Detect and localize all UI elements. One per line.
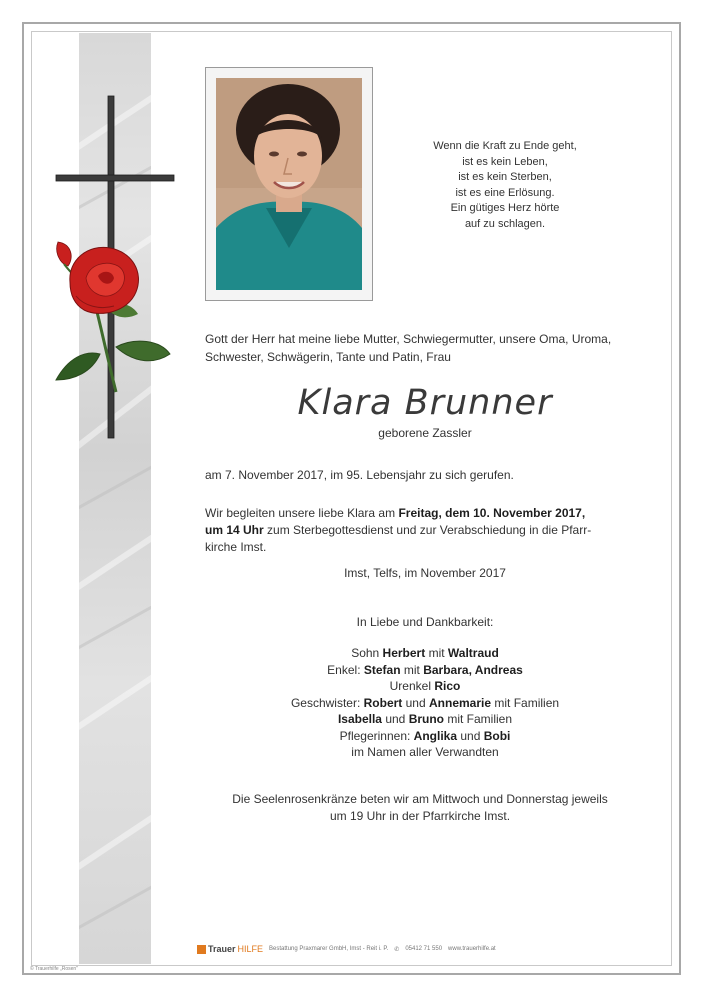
poem-line: auf zu schlagen. <box>464 217 546 230</box>
rose-bloom <box>70 247 139 313</box>
portrait-frame <box>205 67 373 301</box>
deceased-name: Klara Brunner <box>297 383 553 423</box>
death-notice: am 7. November 2017, im 95. Lebensjahr zu sich gerufen. <box>205 468 514 482</box>
poem <box>380 139 630 232</box>
family-line: Geschwister: Robert und Annemarie mit Familien <box>290 695 560 710</box>
thanks-heading: In Liebe und Dankbarkeit: <box>356 615 494 629</box>
funeral-date: Freitag, dem 10. November 2017, <box>398 506 586 520</box>
funeral-text: Wir begleiten unsere liebe Klara am <box>205 506 399 520</box>
funeral-time: um 14 Uhr <box>205 523 264 537</box>
family-line: im Namen aller Verwandten <box>351 745 499 759</box>
place-date: Imst, Telfs, im November 2017 <box>344 566 506 580</box>
funeral-info <box>205 505 645 556</box>
rose-bud <box>57 242 71 266</box>
footer-website[interactable]: www.trauerhilfe.at <box>448 946 496 952</box>
poem-line: ist es eine Erlösung. <box>455 186 555 199</box>
logo-icon <box>197 945 206 954</box>
funeral-text: kirche Imst. <box>205 540 267 554</box>
rosary-line: um 19 Uhr in der Pfarrkirche Imst. <box>329 809 511 823</box>
rose-leaf <box>56 353 100 380</box>
portrait-photo <box>216 78 362 290</box>
family-line: Pflegerinnen: Anglika und Bobi <box>339 728 511 743</box>
poem-line: ist es kein Leben, <box>462 155 548 168</box>
family-line: Isabella und Bruno mit Familien <box>337 712 513 726</box>
family-line: Enkel: Stefan mit Barbara, Andreas <box>327 662 523 677</box>
family-line: Urenkel Rico <box>389 679 461 693</box>
funeral-text: zum Sterbegottesdienst und zur Verabschiedung in die Pfarr- <box>263 523 592 537</box>
rosary-line: Die Seelenrosenkränze beten wir am Mittwoch und Donnerstag jeweils <box>232 792 608 806</box>
cross-with-rose <box>40 92 175 442</box>
cross-horizontal <box>56 175 174 181</box>
portrait-image <box>216 78 362 290</box>
family-line: Sohn Herbert mit Waltraud <box>351 646 499 660</box>
copyright: © Trauerhilfe „Rosen" <box>30 966 78 972</box>
footer-company: Bestattung Praxmarer GmbH, Imst - Reit i. P. <box>269 946 389 952</box>
phone-icon: ✆ <box>394 946 400 953</box>
maiden-name: geborene Zassler <box>378 426 472 440</box>
trauerhilfe-logo: Trauer HILFE <box>197 944 263 954</box>
footer-phone: 05412 71 550 <box>405 946 443 952</box>
poem-line: Wenn die Kraft zu Ende geht, <box>433 140 577 152</box>
rose-leaf <box>116 341 170 361</box>
poem-line: ist es kein Sterben, <box>458 171 552 183</box>
poem-line: Ein gütiges Herz hörte <box>450 202 560 214</box>
footer <box>197 944 637 954</box>
family-list <box>205 645 645 761</box>
intro-text: Gott der Herr hat meine liebe Mutter, Schwiegermutter, unsere Oma, Uroma, Schwester, Schwägerin, Tante und Patin, Frau <box>205 332 612 364</box>
rosary-notice <box>180 791 660 825</box>
